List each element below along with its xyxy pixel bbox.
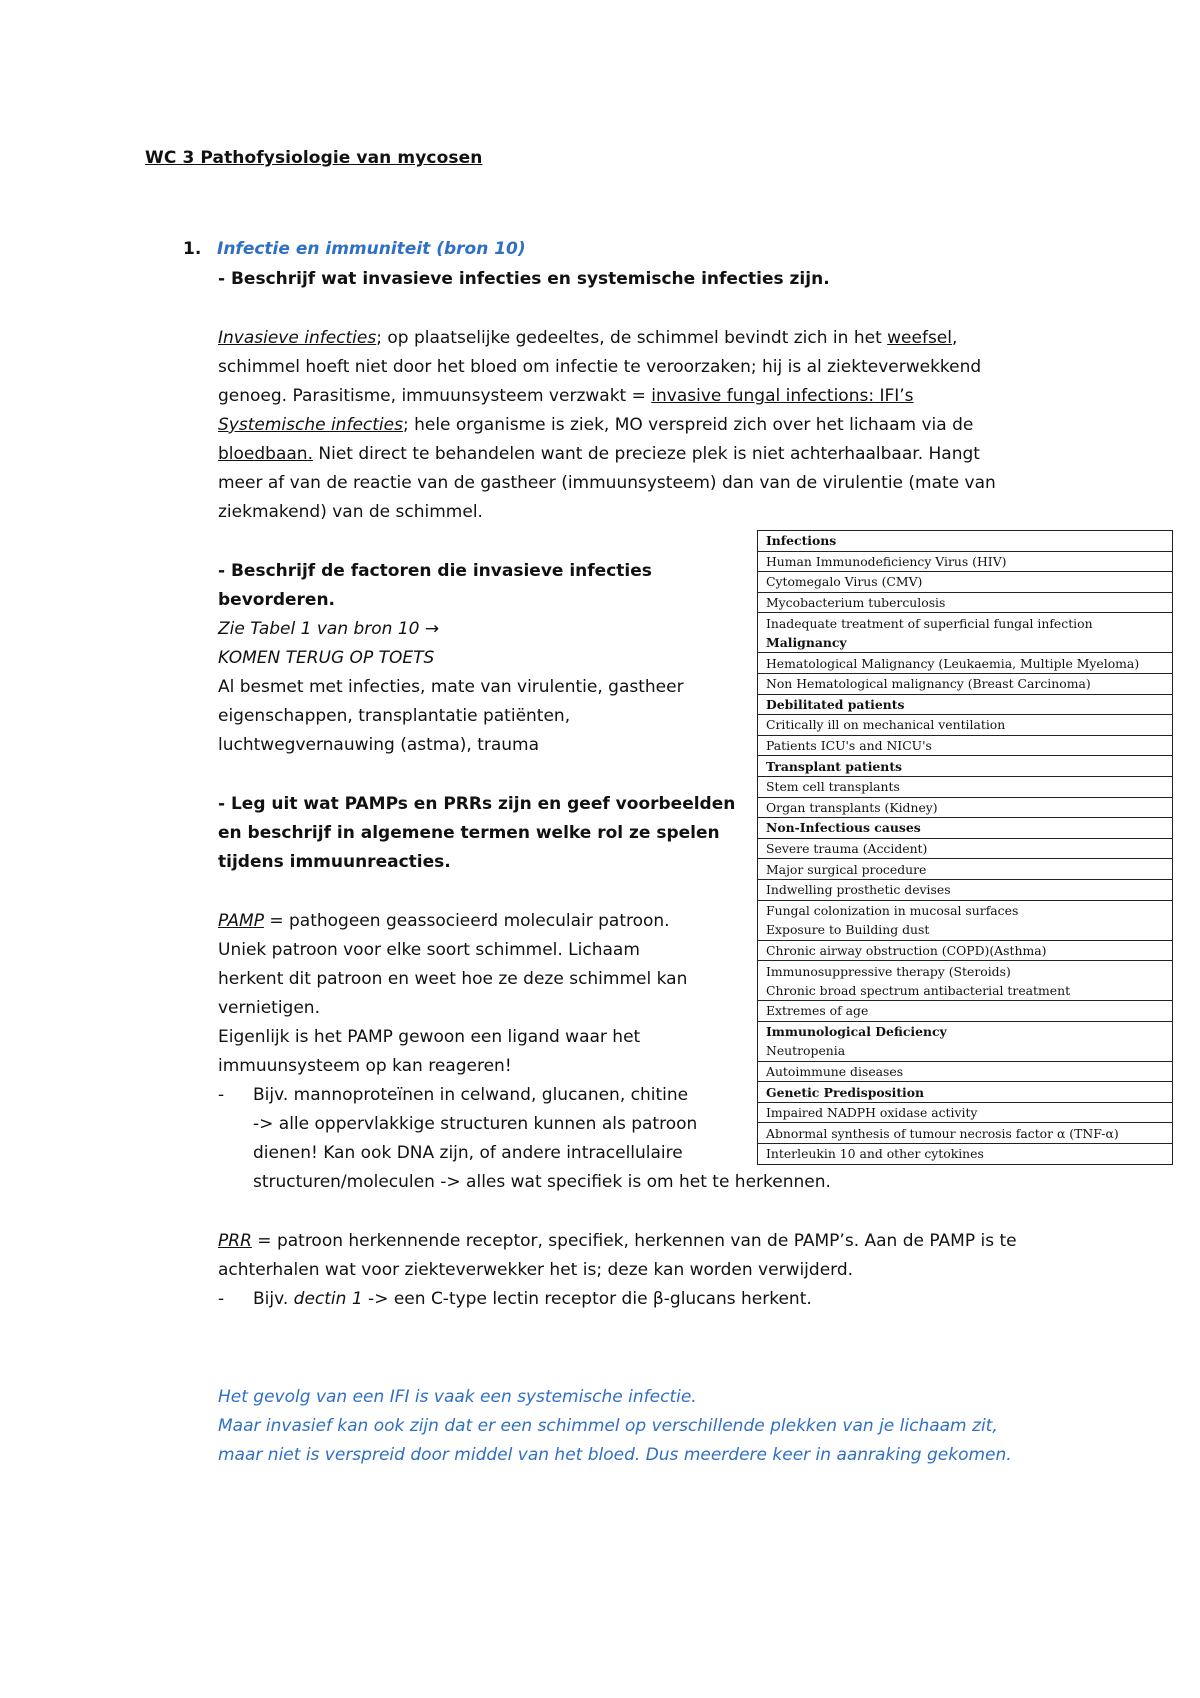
table-cell — [758, 592, 1173, 613]
factors-line-3: luchtwegvernauwing (astma), trauma — [218, 735, 540, 755]
pamp-label: PAMP — [218, 911, 264, 931]
table-cell — [758, 776, 1173, 797]
table-cell-line: Interleukin 10 and other cytokines — [766, 1146, 984, 1162]
prr-bullet-line-1 — [253, 1285, 812, 1314]
bullet-dash: - — [218, 1289, 225, 1309]
table-row — [758, 592, 1173, 613]
table-cell — [758, 1144, 1173, 1165]
table-cell — [758, 940, 1173, 961]
factors-line-2: eigenschappen, transplantatie patiënten, — [218, 706, 571, 726]
table-cell-line: Neutropenia — [766, 1043, 846, 1059]
prr-line-1 — [218, 1227, 1017, 1256]
table-row — [758, 818, 1173, 839]
table-cell-line: Abnormal synthesis of tumour necrosis factor α (TNF-α) — [766, 1125, 1119, 1141]
table-cell-line: Major surgical procedure — [766, 861, 927, 877]
factors-line-1: Al besmet met infecties, mate van virulentie, gastheer — [218, 677, 684, 697]
question-2-line-2: bevorderen. — [218, 590, 336, 610]
question-1: - Beschrijf wat invasieve infecties en systemische infecties zijn. — [218, 269, 830, 289]
invasive-label: Invasieve infecties — [218, 328, 377, 348]
text-span: ; op plaatselijke gedeeltes, de schimmel bevindt zich in het — [376, 328, 888, 348]
exam-note: KOMEN TERUG OP TOETS — [218, 648, 435, 668]
table-cell-line: Immunological Deficiency — [766, 1024, 947, 1040]
table-cell — [758, 1061, 1173, 1082]
text-span: , — [952, 328, 958, 348]
table-cell — [758, 735, 1173, 756]
table-row — [758, 1102, 1173, 1123]
pamp-bullet-line-3: dienen! Kan ook DNA zijn, of andere intracellulaire — [253, 1143, 683, 1163]
table-cell — [758, 818, 1173, 839]
text-span: Bijv. — [253, 1289, 294, 1309]
table-row — [758, 715, 1173, 736]
table-cell — [758, 1102, 1173, 1123]
table-cell — [758, 653, 1173, 674]
note-line-2: Maar invasief kan ook zijn dat er een schimmel op verschillende plekken van je lichaam zit, — [218, 1416, 998, 1436]
table-row — [758, 1144, 1173, 1165]
systemic-label: Systemische infecties — [218, 415, 403, 435]
table-cell — [758, 613, 1173, 653]
table-cell — [758, 1082, 1173, 1103]
paragraph-systemic-line-1 — [218, 411, 973, 440]
pamp-line-6: immuunsysteem op kan reageren! — [218, 1056, 512, 1076]
table-cell — [758, 797, 1173, 818]
table-cell — [758, 900, 1173, 940]
table-cell-line: Extremes of age — [766, 1003, 869, 1019]
risk-factors-table-body — [758, 531, 1173, 1165]
table-cell-line: Infections — [766, 533, 837, 549]
table-cell-line: Autoimmune diseases — [766, 1063, 904, 1079]
table-cell-line: Hematological Malignancy (Leukaemia, Multiple Myeloma) — [766, 655, 1140, 671]
table-cell-line: Fungal colonization in mucosal surfaces — [766, 903, 1019, 918]
table-row — [758, 838, 1173, 859]
section-title: Infectie en immuniteit (bron 10) — [217, 239, 526, 259]
pamp-line-4: vernietigen. — [218, 998, 320, 1018]
table-cell — [758, 551, 1173, 572]
table-cell — [758, 694, 1173, 715]
table-row — [758, 859, 1173, 880]
table-cell — [758, 756, 1173, 777]
table-cell-line: Genetic Predisposition — [766, 1084, 925, 1100]
section-number: 1. — [183, 239, 202, 259]
table-cell-line: Mycobacterium tuberculosis — [766, 595, 946, 611]
table-cell-line: Non-Infectious causes — [766, 820, 921, 836]
text-span: = pathogeen geassocieerd moleculair patroon. — [263, 911, 670, 931]
note-line-3: maar niet is verspreid door middel van het bloed. Dus meerdere keer in aanraking gekomen. — [218, 1445, 1012, 1465]
table-row — [758, 879, 1173, 900]
table-cell-line: Debilitated patients — [766, 696, 905, 712]
table-row — [758, 673, 1173, 694]
table-row — [758, 1001, 1173, 1022]
paragraph-invasive-line-3 — [218, 382, 914, 411]
table-cell — [758, 961, 1173, 1001]
table-cell-line: Organ transplants (Kidney) — [766, 799, 938, 815]
section-heading — [183, 239, 526, 259]
table-cell — [758, 838, 1173, 859]
table-row — [758, 613, 1173, 653]
weefsel-term: weefsel — [887, 328, 952, 348]
risk-factors-table — [757, 530, 1173, 1165]
prr-line-2: achterhalen wat voor ziekteverwekker het is; deze kan worden verwijderd. — [218, 1260, 854, 1280]
table-row — [758, 940, 1173, 961]
document-title: WC 3 Pathofysiologie van mycosen — [145, 148, 483, 168]
table-cell-line: Transplant patients — [766, 758, 903, 774]
table-row — [758, 1021, 1173, 1061]
table-cell-line: Human Immunodeficiency Virus (HIV) — [766, 553, 1007, 569]
text-span: ; hele organisme is ziek, MO verspreid zich over het lichaam via de — [402, 415, 974, 435]
paragraph-invasive-line-1 — [218, 324, 957, 353]
table-row — [758, 531, 1173, 552]
paragraph-systemic-line-3: meer af van de reactie van de gastheer (immuunsysteem) dan van de virulentie (mate van — [218, 473, 996, 493]
prr-label: PRR — [218, 1231, 252, 1251]
paragraph-invasive-line-2: schimmel hoeft niet door het bloed om infectie te veroorzaken; hij is al ziekteverwekkend — [218, 357, 982, 377]
table-cell-line: Stem cell transplants — [766, 779, 900, 795]
ifi-term: invasive fungal infections: IFI’s — [651, 386, 914, 406]
table-cell-line: Indwelling prosthetic devises — [766, 882, 951, 898]
table-cell-line: Exposure to Building dust — [766, 922, 930, 937]
pamp-line-3: herkent dit patroon en weet hoe ze deze schimmel kan — [218, 969, 688, 989]
table-cell — [758, 1021, 1173, 1061]
table-cell-line: Chronic airway obstruction (COPD)(Asthma) — [766, 942, 1047, 958]
table-cell-line: Immunosuppressive therapy (Steroids) — [766, 963, 1011, 979]
table-cell — [758, 879, 1173, 900]
pamp-line-5: Eigenlijk is het PAMP gewoon een ligand waar het — [218, 1027, 641, 1047]
table-cell-line: Chronic broad spectrum antibacterial treatment — [766, 982, 1071, 998]
table-row — [758, 653, 1173, 674]
question-3-line-2: en beschrijf in algemene termen welke rol ze spelen — [218, 823, 720, 843]
table-cell-line: Impaired NADPH oxidase activity — [766, 1105, 978, 1121]
table-cell-line: Patients ICU's and NICU's — [766, 738, 932, 754]
pamp-bullet-line-4: structuren/moleculen -> alles wat specifiek is om het te herkennen. — [253, 1172, 831, 1192]
text-span: genoeg. Parasitisme, immuunsysteem verzwakt = — [218, 386, 652, 406]
pamp-bullet-line-1: Bijv. mannoproteïnen in celwand, glucanen, chitine — [253, 1085, 689, 1105]
table-row — [758, 756, 1173, 777]
dectin-term: dectin 1 — [293, 1289, 363, 1309]
table-cell-line: Cytomegalo Virus (CMV) — [766, 574, 923, 590]
table-cell-line: Inadequate treatment of superficial fungal infection — [766, 615, 1093, 631]
table-row — [758, 900, 1173, 940]
table-row — [758, 551, 1173, 572]
question-3-line-1: - Leg uit wat PAMPs en PRRs zijn en geef voorbeelden — [218, 794, 736, 814]
bullet-dash: - — [218, 1085, 225, 1105]
table-row — [758, 694, 1173, 715]
table-row — [758, 1123, 1173, 1144]
table-cell — [758, 1123, 1173, 1144]
table-cell-line: Non Hematological malignancy (Breast Carcinoma) — [766, 676, 1091, 692]
table-cell — [758, 531, 1173, 552]
table-reference: Zie Tabel 1 van bron 10 → — [218, 619, 440, 639]
table-row — [758, 735, 1173, 756]
table-cell — [758, 572, 1173, 593]
question-3-line-3: tijdens immuunreacties. — [218, 852, 451, 872]
question-2-line-1: - Beschrijf de factoren die invasieve infecties — [218, 561, 652, 581]
pamp-line-2: Uniek patroon voor elke soort schimmel. Lichaam — [218, 940, 640, 960]
table-cell-line: Malignancy — [766, 634, 847, 650]
table-row — [758, 1082, 1173, 1103]
pamp-line-1 — [218, 907, 670, 936]
text-span: -> een C-type lectin receptor die β-glucans herkent. — [362, 1289, 812, 1309]
table-cell-line: Critically ill on mechanical ventilation — [766, 717, 1006, 733]
paragraph-systemic-line-2 — [218, 440, 980, 469]
table-cell — [758, 673, 1173, 694]
table-row — [758, 572, 1173, 593]
note-line-1: Het gevolg van een IFI is vaak een systemische infectie. — [218, 1387, 697, 1407]
table-row — [758, 797, 1173, 818]
text-span: = patroon herkennende receptor, specifiek, herkennen van de PAMP’s. Aan de PAMP is te — [251, 1231, 1017, 1251]
bloodstream-term: bloedbaan. — [218, 444, 313, 464]
table-row — [758, 1061, 1173, 1082]
table-row — [758, 961, 1173, 1001]
pamp-bullet-line-2: -> alle oppervlakkige structuren kunnen als patroon — [253, 1114, 698, 1134]
table-cell-line: Severe trauma (Accident) — [766, 841, 928, 857]
table-cell — [758, 1001, 1173, 1022]
table-cell — [758, 715, 1173, 736]
paragraph-systemic-line-4: ziekmakend) van de schimmel. — [218, 502, 483, 522]
table-cell — [758, 859, 1173, 880]
text-span: Niet direct te behandelen want de precieze plek is niet achterhaalbaar. Hangt — [312, 444, 980, 464]
table-row — [758, 776, 1173, 797]
